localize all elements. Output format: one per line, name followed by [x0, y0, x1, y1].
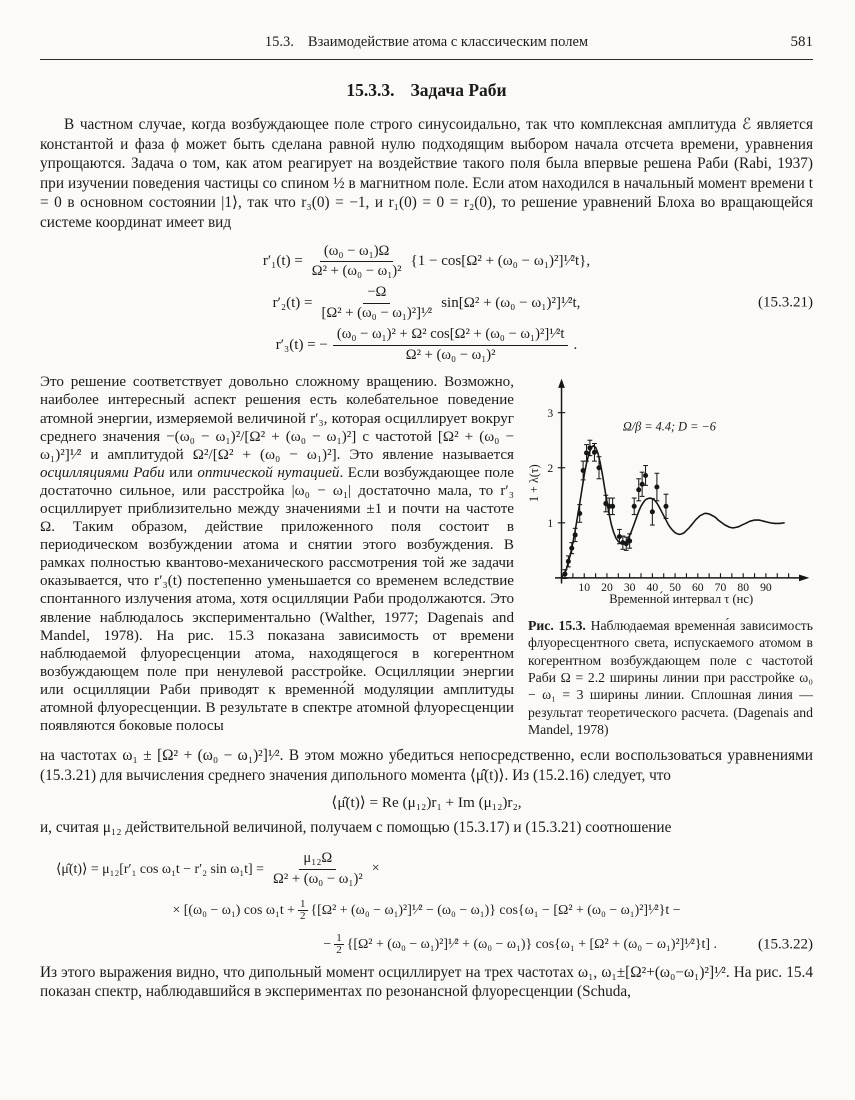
data-point — [632, 504, 637, 509]
paragraph-sidebands: на частотах ω₁ ± [Ω² + (ω₀ − ω₁)²]¹⁄². В этом можно убедиться непосредственно, если воспользоваться уравнениями (15.3.21) для вычисления среднего значения дипольного момента ⟨μ̂(t)⟩. Из (15.2.16) следует, что — [40, 747, 813, 784]
x-tick-label: 60 — [691, 581, 704, 595]
y-tick-label: 3 — [547, 407, 554, 421]
eq-r1-lhs: r′₁(t) = — [262, 253, 303, 270]
text-segment: Это решение соответствует довольно сложному вращению. Возможно, наиболее интересный аспект решения есть колебательное поведение атомной энергии, измеряемой величиной r′₃, которая осциллирует вокруг среднего значения −(ω₀ − ω₁)²/[Ω² + (ω₀ − ω₁)²] с частотой [Ω² + (ω₀ − ω₁)²]¹⁄² и амплитудой Ω²/[Ω² + (ω₀ − ω₁)²]. Это явление называется — [40, 374, 514, 463]
eq-r1-rhs: {1 − cos[Ω² + (ω₀ − ω₁)²]¹⁄²t}, — [410, 253, 591, 270]
paragraph-mu12: и, считая μ₁₂ действительной величиной, получаем с помощью (15.3.17) и (15.3.21) соотношение — [40, 819, 672, 837]
eq22-line1 — [40, 850, 813, 889]
fraction-denominator: 2 — [300, 910, 306, 923]
x-tick-label: 40 — [646, 581, 659, 595]
eq-r3-lhs: r′₃(t) = − — [275, 336, 328, 353]
theory-curve — [562, 446, 785, 578]
y-axis-label: 1 + λ(τ) — [528, 464, 542, 503]
equation-number-15-3-21: (15.3.21) — [758, 294, 813, 311]
left-column-text — [40, 373, 514, 738]
figure-chart — [528, 373, 813, 613]
page-header — [40, 34, 813, 54]
page-number: 581 — [790, 34, 813, 50]
equation-15-3-21 — [40, 243, 813, 365]
fraction-numerator: (ω₀ − ω₁)Ω — [320, 243, 393, 263]
paragraph-rabi-oscillations — [40, 373, 514, 735]
data-point — [587, 446, 592, 451]
eq22-line3 — [40, 933, 813, 957]
data-point — [577, 511, 582, 516]
fraction-denominator: Ω² + (ω₀ − ω₁)² — [272, 870, 363, 887]
data-point — [596, 466, 601, 471]
fraction-denominator: Ω² + (ω₀ − ω₁)² — [311, 263, 402, 280]
equation-line-r1 — [40, 243, 813, 282]
x-tick-label: 70 — [714, 581, 727, 595]
fraction-denominator: 2 — [336, 944, 342, 957]
x-tick-label: 20 — [601, 581, 613, 595]
fraction-numerator: −Ω — [363, 284, 390, 304]
text-segment: или — [164, 464, 198, 481]
eq22-line1-post: × — [371, 861, 380, 877]
section-title-number: 15.3.3. — [346, 80, 395, 100]
eq-r2-rhs: sin[Ω² + (ω₀ − ω₁)²]¹⁄²t, — [441, 294, 581, 311]
plot-annotation: Ω/β = 4.4; D = −6 — [622, 419, 716, 434]
eq22-line2-post: {[Ω² + (ω₀ − ω₁)²]¹⁄² − (ω₀ − ω₁)} cos{ω₁ − [Ω² + (ω₀ − ω₁)²]¹⁄²}t − — [310, 902, 681, 918]
fraction-numerator: 1 — [336, 931, 342, 944]
figure-caption-text: Наблюдаемая временна́я зависимость флуоресцентного света, испускаемого атомом в когерентном возбуждающем поле с частотой Раби Ω = 2.2 ширины линии при расстройке ω₀ − ω₁ = 3 ширины линии. Сплошная линия — результат теоретического расчета. (Dagenais and Mandel, 1978) — [528, 618, 814, 737]
running-head-title: Взаимодействие атома с классическим полем — [307, 34, 589, 50]
data-point — [663, 504, 668, 509]
eq-r3-rhs: . — [573, 336, 578, 353]
data-point — [643, 473, 648, 478]
italic-term-optical-nutation: оптической нутацией — [197, 464, 340, 481]
data-point — [654, 485, 659, 490]
y-tick-label: 1 — [547, 517, 554, 531]
running-head-section-number: 15.3. — [264, 34, 294, 50]
x-tick-label: 50 — [669, 581, 681, 595]
data-point — [573, 533, 578, 538]
equation-15-3-22 — [40, 850, 813, 957]
fraction-numerator: μ₁₂Ω — [299, 850, 336, 870]
fraction-denominator: [Ω² + (ω₀ − ω₁)²]¹⁄² — [321, 304, 433, 321]
data-point — [592, 450, 597, 455]
fraction-numerator: 1 — [300, 897, 306, 910]
x-tick-label: 90 — [760, 581, 772, 595]
data-point — [581, 468, 586, 473]
header-rule — [40, 59, 813, 60]
eq-r2-lhs: r′₂(t) = — [272, 294, 313, 311]
equation-number-15-3-22: (15.3.22) — [758, 936, 813, 953]
data-point — [562, 572, 567, 577]
eq22-line3-pre: − — [323, 936, 332, 952]
figure-column — [528, 373, 813, 738]
two-column-block — [40, 373, 813, 738]
paragraph-intro: В частном случае, когда возбуждающее поле строго синусоидально, так что комплексная амплитуда ℰ является константой и фаза ϕ может быть сделана равной нулю подходящим выбором начала отсчета времени, уравнения упрощаются. Задача о том, как атом реагирует на воздействие такого поля была впервые решена Раби (Rabi, 1937) при изучении поведения частицы со спином ½ в магнитном поле. Если атом находился в начальный момент времени t = 0 в основном состоянии |1⟩, так что r₃(0) = −1, и r₁(0) = 0 = r₂(0), то решение уравнений Блоха во вращающейся системе координат имеет вид — [40, 116, 813, 231]
fraction-one-half — [334, 933, 344, 957]
text-segment: . Если возбуждающее поле достаточно сильное, или расстройка |ω₀ − ω₁| достаточно мала, то r′₃ осциллирует приблизительно между значениями ±1 и почти на частоте Ω. Таким образом, действие приложенного поля состоит в периодическом возбуждении атома и снятии этого возбуждения. В рамках полностью квантово-механического рассмотрения той же задачи оказывается, что r′₃(t) постепенно уменьшается со временем вследствие спонтанного излучения атома, хотя осцилляции Раби продолжаются. Это явление наблюдалось экспериментально (Walther, 1977; Dagenais and Mandel, 1978). На рис. 15.3 показана зависимость от времени наблюдаемой флуоресценции атома, находящегося в когерентном возбуждающем поле при ненулевой расстройке. Осцилляции энергии или осцилляции Раби приводят к временно́й модуляции амплитуды атомной флуоресценции. В результате в спектре атомной флуоресценции появляются боковые полосы — [40, 464, 515, 735]
x-tick-label: 80 — [737, 581, 750, 595]
data-point — [569, 546, 574, 551]
x-tick-label: 10 — [578, 581, 591, 595]
fraction — [318, 284, 437, 323]
rabi-fluorescence-plot — [528, 373, 813, 608]
italic-term-rabi-oscillations: осцилляциями Раби — [40, 464, 165, 481]
fraction — [333, 326, 569, 365]
eq22-line2 — [40, 899, 813, 923]
data-point — [627, 539, 632, 544]
fraction-one-half — [298, 899, 308, 923]
x-tick-label: 30 — [623, 581, 636, 595]
fraction — [308, 243, 406, 282]
data-point — [650, 510, 655, 515]
eq22-line1-pre: ⟨μ̂(t)⟩ = μ₁₂[r′₁ cos ω₁t − r′₂ sin ω₁t] = — [56, 861, 264, 877]
data-point — [617, 534, 622, 539]
data-point — [584, 451, 589, 456]
figure-caption-label: Рис. 15.3. — [528, 618, 586, 634]
eq22-line2-pre: × [(ω₀ − ω₁) cos ω₁t + — [172, 902, 295, 918]
data-point — [636, 488, 641, 493]
section-title — [40, 80, 813, 101]
equation-line-r3 — [40, 326, 813, 365]
figure-caption — [528, 617, 813, 738]
section-title-text: Задача Раби — [410, 80, 507, 100]
equation-dipole-moment: ⟨μ̂(t)⟩ = Re (μ₁₂)r₁ + Im (μ₁₂)r₂, — [331, 794, 522, 812]
data-point — [566, 559, 571, 564]
x-axis-arrow — [799, 575, 809, 582]
x-axis-label: Временно́й интервал τ (нс) — [609, 592, 754, 607]
equation-line-r2 — [40, 284, 813, 323]
eq22-line3-post: {[Ω² + (ω₀ − ω₁)²]¹⁄² + (ω₀ − ω₁)} cos{ω₁ + [Ω² + (ω₀ − ω₁)²]¹⁄²}t] . — [346, 936, 717, 952]
fraction-numerator: (ω₀ − ω₁)² + Ω² cos[Ω² + (ω₀ − ω₁)²]¹⁄²t — [333, 326, 569, 346]
fraction — [269, 850, 367, 889]
paragraph-final: Из этого выражения видно, что дипольный момент осциллирует на трех частотах ω₁, ω₁±[Ω²+(ω₀−ω₁)²]¹⁄². На рис. 15.4 показан спектр, наблюдавшийся в экспериментах по резонансной флуоресценции (Schuda, — [40, 963, 813, 1001]
fraction-denominator: Ω² + (ω₀ − ω₁)² — [405, 346, 496, 363]
data-point — [640, 482, 645, 487]
y-axis-arrow — [558, 379, 565, 388]
y-tick-label: 2 — [547, 462, 554, 476]
data-point — [610, 504, 615, 509]
